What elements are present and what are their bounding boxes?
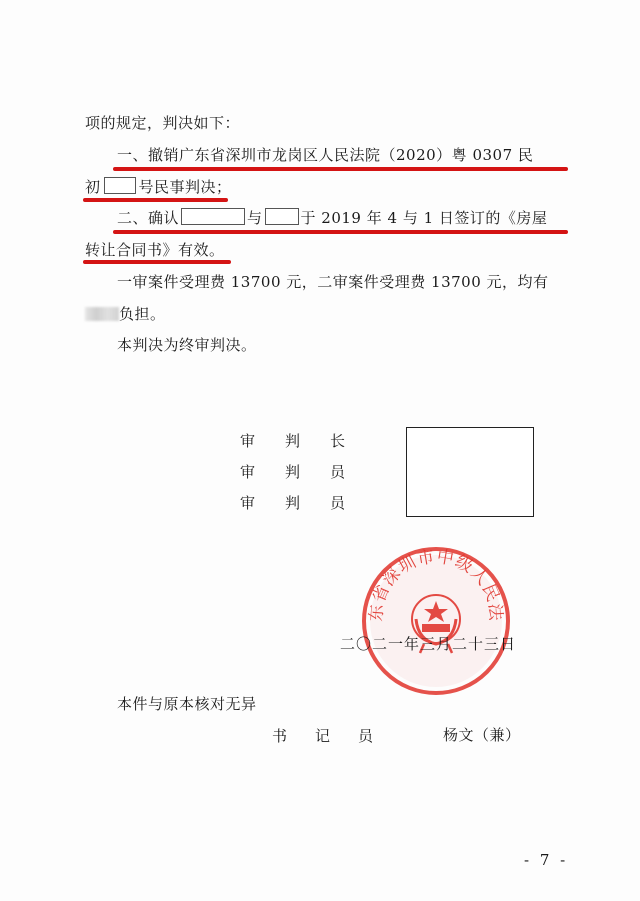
blurred-party-name [85,307,119,321]
final-text: 本判决为终审判决。 [117,336,257,354]
clerk-title: 书记员 [272,727,402,745]
item2-line2-text: 转让合同书》有效。 [85,241,225,259]
presiding-judge-label: 审判长 [240,432,376,450]
redaction-box [265,208,299,225]
clerk-name-line [443,725,521,745]
fees-text-1: 一审案件受理费 13700 元，二审案件受理费 13700 元，均有 [117,273,549,291]
final-line [117,335,257,355]
fees-text-2: 负担。 [119,305,166,323]
fees-line2 [85,304,166,324]
fees-line1 [117,272,549,292]
intro-text: 项的规定，判决如下： [85,114,241,132]
item1-text-a: 一、撤销广东省深圳市龙岗区人民法院（2020）粤 0307 民 [117,146,534,164]
verification-line [117,694,257,714]
page-number: - 7 - [524,851,569,869]
item2-red-underline-2 [83,260,231,264]
judge-label-2: 审判员 [240,494,376,512]
item1-text-b-prefix: 初 [85,178,101,196]
item2-prefix: 二、确认 [117,209,180,227]
item1-text-b-suffix: 号民事判决； [138,178,232,196]
judge-label-1: 审判员 [240,463,376,481]
item2-line2 [85,240,225,260]
clerk-name: 杨文（兼） [443,726,521,744]
item1-red-underline-2 [83,198,228,202]
seal-text: 东省深圳市中级人民法 [366,546,506,623]
redaction-box [181,208,245,225]
item1-line1 [117,145,533,165]
judgment-date: 二〇二一年三月二十三日 [340,635,517,653]
item1-line2 [85,177,232,197]
judge-names-redaction-box [406,427,534,517]
redaction-box [104,177,136,194]
item2-line1 [117,208,547,228]
item2-middle: 与 [247,209,263,227]
item2-suffix: 于 2019 年 4 与 1 日签订的《房屋 [300,209,548,227]
court-seal [360,545,512,697]
item1-red-underline-1 [113,167,568,171]
item2-red-underline-1 [113,230,568,234]
verification-text: 本件与原本核对无异 [117,695,257,713]
intro-line [85,113,240,133]
